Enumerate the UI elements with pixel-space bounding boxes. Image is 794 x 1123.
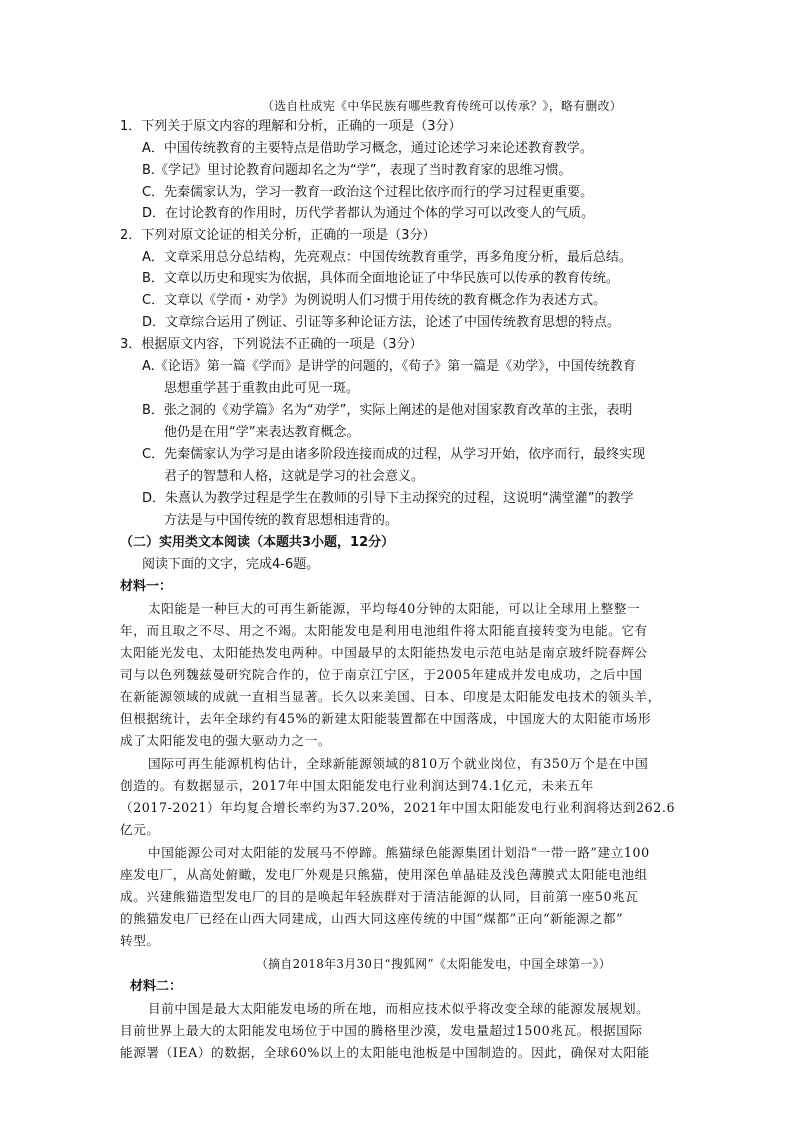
material-1-text: 年，而且取之不尽、用之不竭。太阳能发电是利用电池组件将太阳能直接转变为电能。它有 — [120, 623, 648, 638]
material-1-text: 在新能源领域的成就一直相当显著。长久以来美国、日本、印度是太阳能发电技术的领头羊， — [120, 689, 661, 704]
question-2-option-d: D．文章综合运用了例证、引证等多种论证方法，论述了中国传统教育思想的特点。 — [142, 315, 621, 330]
material-1-source: （摘自2018年3月30日“搜狐网”《太阳能发电，中国全球第一》） — [256, 957, 612, 971]
material-1-text: 的熊猫发电厂已经在山西大同建成，山西大同这座传统的中国“煤都”正向“新能源之都” — [120, 911, 624, 926]
question-1-option-b: B.《学记》里讨论教育问题却名之为“学”，表现了当时教育家的思维习惯。 — [142, 163, 572, 178]
question-2-option-a: A．文章采用总分总结构，先亮观点：中国传统教育重学，再多角度分析，最后总结。 — [142, 250, 632, 265]
question-3-option-c-line1: C．先秦儒家认为学习是由诸多阶段连接而成的过程，从学习开始，依序而行，最终实现 — [142, 447, 646, 462]
question-2-stem: 2．下列对原文论证的相关分析，正确的一项是（3分） — [120, 228, 436, 243]
question-3-stem: 3．根据原文内容，下列说法不正确的一项是（3分） — [120, 337, 423, 352]
question-1-option-d: D．在讨论教育的作用时，历代学者都认为通过个体的学习可以改变人的气质。 — [142, 206, 595, 221]
source-citation: （选自杜成宪《中华民族有哪些教育传统可以传承？》，略有删改） — [262, 99, 623, 113]
material-2-text: 目前世界上最大的太阳能发电场位于中国的腾格里沙漠，发电量超过1500兆瓦。根据国际 — [120, 1023, 643, 1038]
question-2-option-c: C．文章以《学而・劝学》为例说明人们习惯于用传统的教育概念作为表述方式。 — [142, 293, 607, 308]
material-1-text: 国际可再生能源机构估计，全球新能源领域的810万个就业岗位，有350万个是在中国 — [148, 756, 649, 771]
material-1-text: 中国能源公司对太阳能的发展马不停蹄。熊猫绿色能源集团计划沿“一带一路”建立100 — [148, 845, 650, 860]
question-3-option-d-line1: D．朱熹认为教学过程是学生在教师的引导下主动探究的过程，这说明“满堂灌”的教学 — [142, 491, 634, 506]
material-1-text: 成了太阳能发电的强大驱动力之一。 — [120, 733, 332, 748]
material-1-text: 转型。 — [120, 933, 160, 948]
material-1-text: 但根据统计，去年全球约有45%的新建太阳能装置都在中国落成，中国庞大的太阳能市场形 — [120, 711, 652, 726]
question-1-option-c: C．先秦儒家认为，学习一教育一政治这个过程比依序而行的学习过程更重要。 — [142, 185, 594, 200]
material-1-text: 太阳能是一种巨大的可再生新能源，平均每40分钟的太阳能，可以让全球用上整整一 — [148, 601, 641, 616]
material-1-text: 亿元。 — [120, 822, 160, 837]
question-1-stem: 1．下列关于原文内容的理解和分析，正确的一项是（3分） — [120, 119, 462, 134]
material-1-text: 太阳能光发电、太阳能热发电两种。中国最早的太阳能热发电示范电站是南京玻纤院春辉公 — [120, 645, 648, 660]
question-3-option-b-line2: 他仍是在用“学”来表达教育概念。 — [164, 425, 360, 440]
material-1-text: （2017-2021）年均复合增长率约为37.20%，2021年中国太阳能发电行业利润将达到262.6 — [120, 800, 676, 815]
question-3-option-b-line1: B．张之洞的《劝学篇》名为“劝学”，实际上阐述的是他对国家教育改革的主张，表明 — [142, 403, 633, 418]
material-1-title: 材料一： — [120, 579, 173, 594]
material-1-text: 成。兴建熊猫造型发电厂的目的是唤起年轻族群对于清洁能源的认同，目前第一座50兆瓦 — [120, 889, 639, 904]
question-2-option-b: B．文章以历史和现实为依据，具体而全面地论证了中华民族可以传承的教育传统。 — [142, 271, 619, 286]
material-1-text: 司与以色列魏兹曼研究院合作的，位于南京江宁区，于2005年建成并发电成功，之后中国 — [120, 667, 643, 682]
material-2-text: 能源署（IEA）的数据，全球60%以上的太阳能电池板是中国制造的。因此，确保对太阳能 — [120, 1045, 650, 1060]
question-3-option-d-line2: 方法是与中国传统的教育思想相违背的。 — [164, 513, 399, 528]
material-1-text: 创造的。有数据显示，2017年中国太阳能发电行业利润达到74.1亿元，未来五年 — [120, 778, 594, 793]
question-3-option-c-line2: 君子的智慧和人格，这就是学习的社会意义。 — [164, 469, 425, 484]
material-2-text: 目前中国是最大太阳能发电场的所在地，而相应技术似乎将改变全球的能源发展规划。 — [148, 1001, 650, 1016]
question-3-option-a-line1: A.《论语》第一篇《学而》是讲学的问题的，《荀子》第一篇是《劝学》，中国传统教育 — [142, 359, 636, 374]
section-title: （二）实用类文本阅读（本题共3小题，12分） — [120, 535, 395, 550]
question-1-option-a: A．中国传统教育的主要特点是借助学习概念，通过论述学习来论述教育教学。 — [142, 141, 593, 156]
material-2-title: 材料二： — [130, 979, 183, 994]
material-1-text: 座发电厂，从高处俯瞰，发电厂外观是只熊猫，使用深色单晶硅及浅色薄膜式太阳能电池组 — [120, 867, 648, 882]
question-3-option-a-line2: 思想重学甚于重教由此可见一斑。 — [164, 381, 360, 396]
section-instruction: 阅读下面的文字，完成4-6题。 — [142, 557, 320, 572]
